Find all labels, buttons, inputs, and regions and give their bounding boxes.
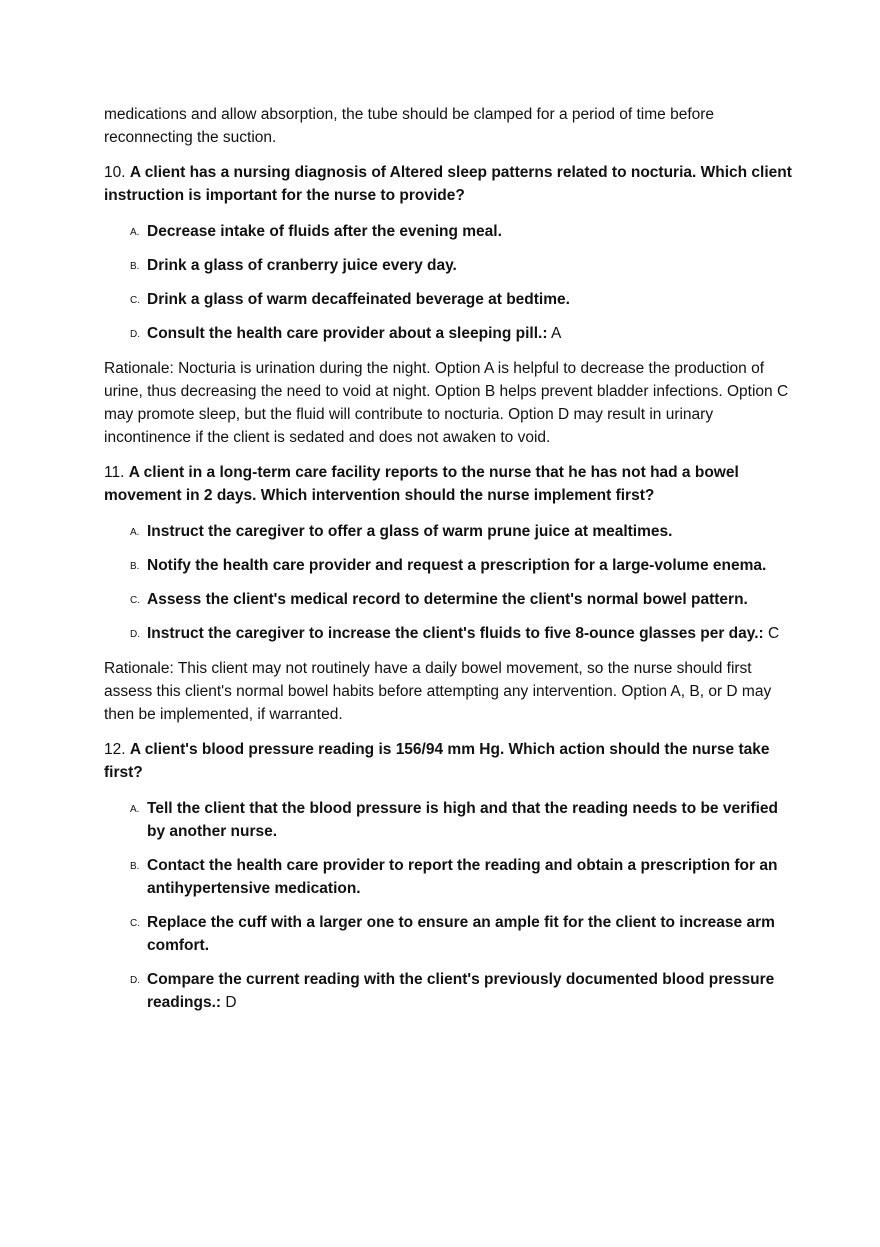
option-c [104, 588, 794, 611]
question-text: A client in a long-term care facility reports to the nurse that he has not had a bowel movement in 2 days. Which intervention should the nurse implement first? [104, 464, 739, 504]
question-12-options [104, 797, 794, 1014]
option-letter: C. [130, 595, 140, 606]
question-10 [104, 161, 794, 207]
option-d [104, 322, 794, 345]
rationale-10: Rationale: Nocturia is urination during the night. Option A is helpful to decrease the production of urine, thus decreasing the need to void at night. Option B helps prevent bladder infections. Option C may promote sleep, but the fluid will contribute to nocturia. Option D may result in urinary incontinence if the client is sedated and does not awaken to void. [104, 360, 789, 446]
option-letter: D. [130, 975, 140, 986]
answer-key: D [225, 994, 237, 1011]
option-c [104, 911, 794, 957]
option-a [104, 797, 794, 843]
question-12 [104, 738, 794, 784]
option-text: Consult the health care provider about a sleeping pill.: [147, 325, 548, 342]
option-text: Instruct the caregiver to offer a glass of warm prune juice at mealtimes. [147, 523, 673, 540]
option-b [104, 854, 794, 900]
option-letter: A. [130, 527, 140, 538]
question-11 [104, 461, 794, 507]
option-letter: B. [130, 261, 140, 272]
option-letter: D. [130, 629, 140, 640]
option-letter: C. [130, 295, 140, 306]
option-b [104, 554, 794, 577]
option-letter: A. [130, 804, 140, 815]
option-text: Contact the health care provider to report the reading and obtain a prescription for an antihypertensive medication. [147, 857, 778, 897]
question-text: A client has a nursing diagnosis of Altered sleep patterns related to nocturia. Which client instruction is important for the nurse to provide? [104, 164, 792, 204]
option-letter: C. [130, 918, 140, 929]
question-number: 10. [104, 164, 126, 181]
option-text: Drink a glass of cranberry juice every day. [147, 257, 457, 274]
answer-key: A [550, 325, 562, 342]
option-text: Instruct the caregiver to increase the client's fluids to five 8-ounce glasses per day.: [147, 625, 764, 642]
option-letter: B. [130, 561, 140, 572]
option-letter: A. [130, 227, 140, 238]
option-a [104, 220, 794, 243]
rationale-11: Rationale: This client may not routinely have a daily bowel movement, so the nurse should first assess this client's normal bowel habits before attempting any intervention. Option A, B, or D may then be implemented, if warranted. [104, 660, 772, 723]
option-text: Drink a glass of warm decaffeinated beverage at bedtime. [147, 291, 570, 308]
question-text: A client's blood pressure reading is 156/94 mm Hg. Which action should the nurse take first? [104, 741, 770, 781]
option-letter: D. [130, 329, 140, 340]
answer-key: C [768, 625, 780, 642]
option-text: Assess the client's medical record to determine the client's normal bowel pattern. [147, 591, 748, 608]
option-a [104, 520, 794, 543]
option-d [104, 968, 794, 1014]
option-text: Compare the current reading with the client's previously documented blood pressure readings.: [147, 971, 775, 1011]
option-b [104, 254, 794, 277]
question-number: 12. [104, 741, 126, 758]
question-11-options [104, 520, 794, 645]
option-c [104, 288, 794, 311]
page-content [104, 103, 794, 1026]
option-d [104, 622, 794, 645]
question-number: 11. [104, 464, 125, 481]
option-text: Decrease intake of fluids after the evening meal. [147, 223, 502, 240]
option-letter: B. [130, 861, 140, 872]
question-10-options [104, 220, 794, 345]
continuation-text: medications and allow absorption, the tube should be clamped for a period of time before reconnecting the suction. [104, 106, 715, 146]
option-text: Tell the client that the blood pressure is high and that the reading needs to be verified by another nurse. [147, 800, 778, 840]
option-text: Notify the health care provider and request a prescription for a large-volume enema. [147, 557, 767, 574]
option-text: Replace the cuff with a larger one to ensure an ample fit for the client to increase arm comfort. [147, 914, 775, 954]
